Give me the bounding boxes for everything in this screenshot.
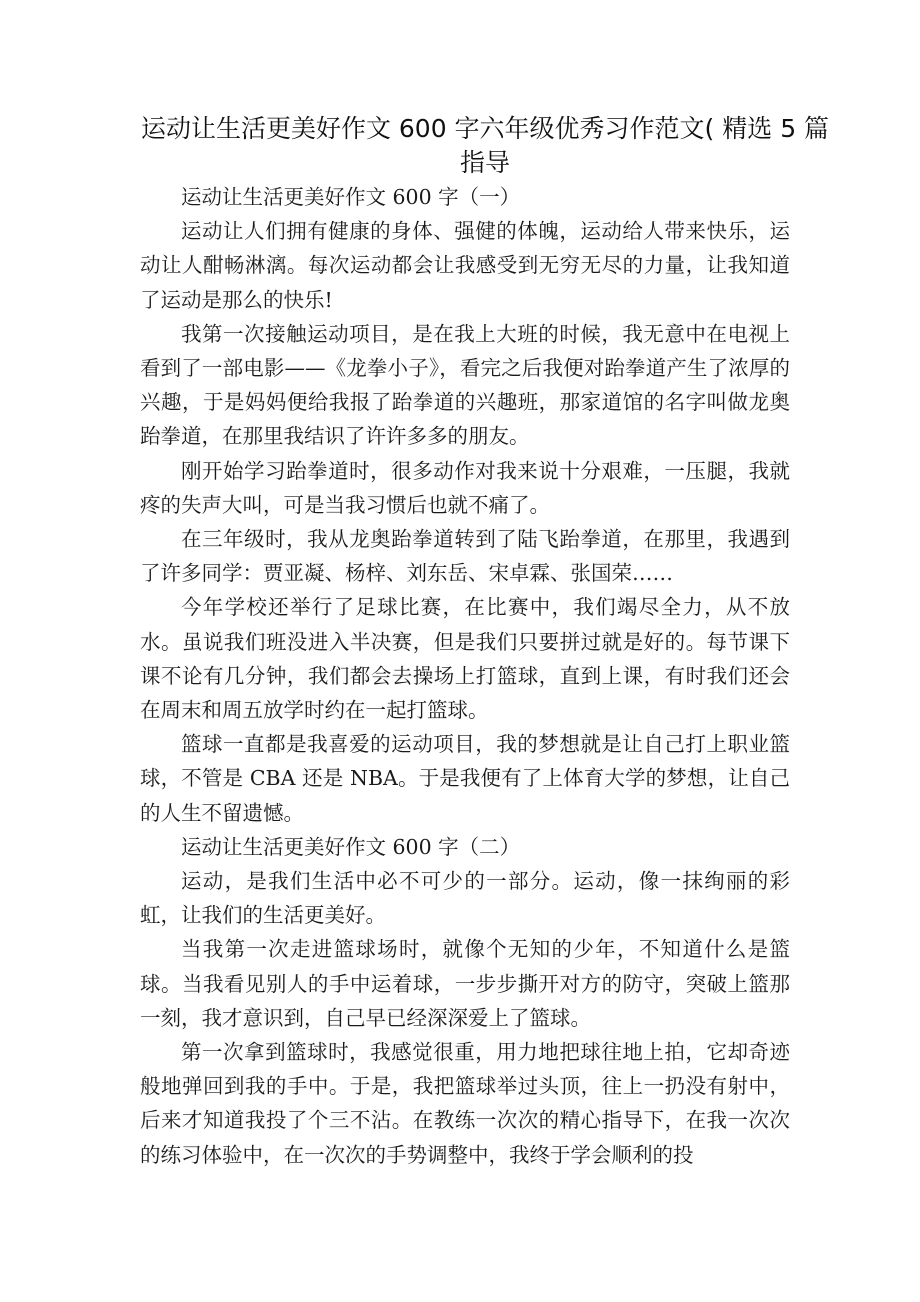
paragraph: 当我第一次走进篮球场时，就像个无知的少年，不知道什么是篮球。当我看见别人的手中运着球，一步步撕开对方的防守，突破上篮那一刻，我才意识到，自己早已经深深爱上了篮球。 [140,937,790,1030]
paragraph: 我第一次接触运动项目，是在我上大班的时候，我无意中在电视上看到了一部电影——《龙拳小子》，看完之后我便对跆拳道产生了浓厚的兴趣，于是妈妈便给我报了跆拳道的兴趣班，那家道馆的名字叫做龙奥跆拳道，在那里我结识了许许多多的朋友。 [140,321,790,449]
section-heading: 运动让生活更美好作文 600 字（二） [181,834,521,859]
paragraph: 运动让人们拥有健康的身体、强健的体魄，运动给人带来快乐，运动让人酣畅淋漓。每次运动都会让我感受到无穷无尽的力量，让我知道了运动是那么的快乐! [140,219,790,312]
paragraph: 今年学校还举行了足球比赛，在比赛中，我们竭尽全力，从不放水。虽说我们班没进入半决赛，但是我们只要拼过就是好的。每节课下课不论有几分钟，我们都会去操场上打篮球，直到上课，有时我们还会在周末和周五放学时约在一起打篮球。 [140,595,790,723]
paragraph: 运动，是我们生活中必不可少的一部分。运动，像一抹绚丽的彩虹，让我们的生活更美好。 [140,869,790,928]
document-title: 运动让生活更美好作文 600 字六年级优秀习作范文( 精选 5 篇指导 [140,114,830,177]
paragraph: 篮球一直都是我喜爱的运动项目，我的梦想就是让自己打上职业篮球，不管是 CBA 还是 NBA。于是我便有了上体育大学的梦想，让自己的人生不留遗憾。 [140,732,790,825]
paragraph: 刚开始学习跆拳道时，很多动作对我来说十分艰难，一压腿，我就疼的失声大叫，可是当我习惯后也就不痛了。 [140,458,790,517]
section-heading: 运动让生活更美好作文 600 字（一） [181,185,521,209]
paragraph: 第一次拿到篮球时，我感觉很重，用力地把球往地上拍，它却奇迹般地弹回到我的手中。于是，我把篮球举过头顶，往上一扔没有射中，后来才知道我投了个三不沾。在教练一次次的精心指导下，在我一次次的练习体验中，在一次次的手势调整中，我终于学会顺利的投 [140,1040,790,1167]
document-body [140,180,790,1172]
paragraph: 在三年级时，我从龙奥跆拳道转到了陆飞跆拳道，在那里，我遇到了许多同学：贾亚凝、杨梓、刘东岳、宋卓霖、张国荣…… [140,527,790,586]
